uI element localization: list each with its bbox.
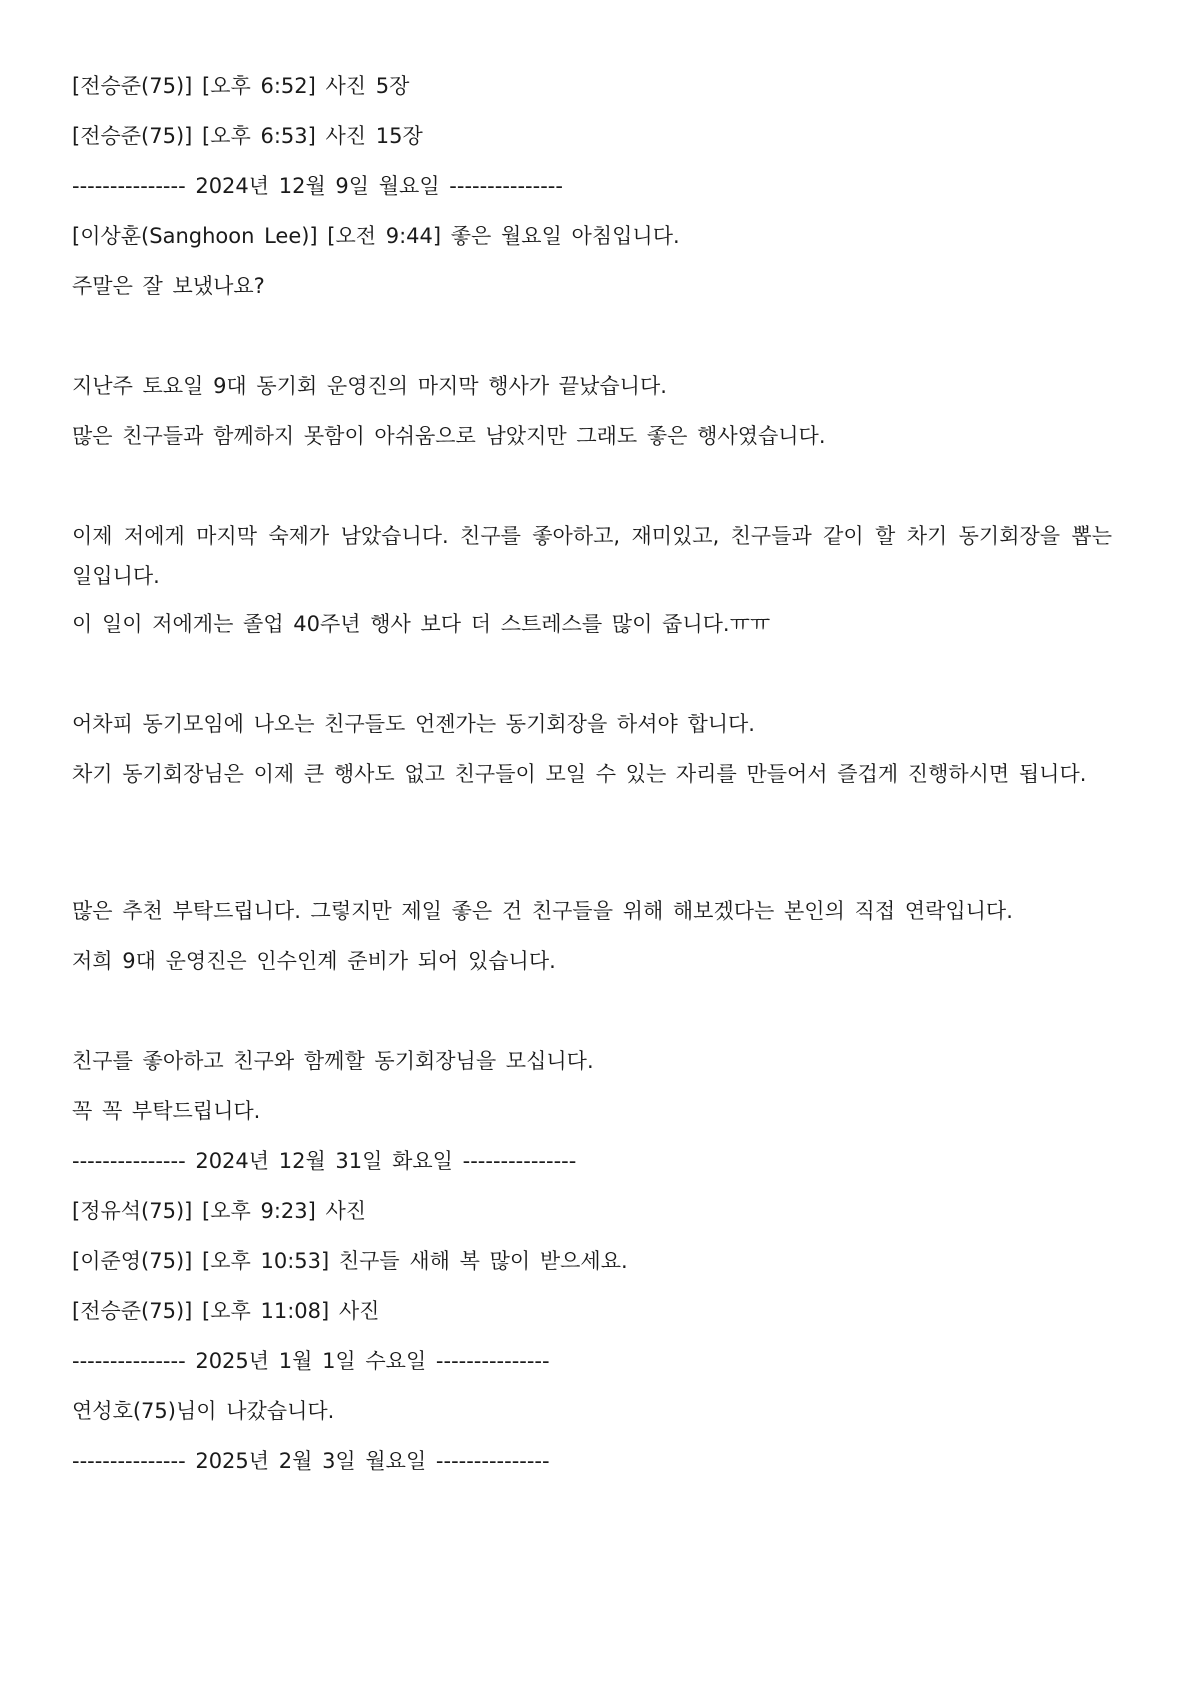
date-separator: --------------- 2025년 1월 1일 수요일 ---------------	[72, 1349, 550, 1373]
chat-message: [이상훈(Sanghoon Lee)] [오전 9:44] 좋은 월요일 아침입니다.	[72, 224, 680, 248]
chat-message-text: 지난주 토요일 9대 동기회 운영진의 마지막 행사가 끝났습니다.	[72, 374, 667, 398]
chat-message-text: 저희 9대 운영진은 인수인계 준비가 되어 있습니다.	[72, 949, 556, 973]
date-separator: --------------- 2024년 12월 9일 월요일 ---------------	[72, 174, 563, 198]
chat-message-text: 많은 추천 부탁드립니다. 그렇지만 제일 좋은 건 친구들을 위해 해보겠다는 본인의 직접 연락입니다.	[72, 899, 1013, 923]
chat-message-text: 친구를 좋아하고 친구와 함께할 동기회장님을 모십니다.	[72, 1049, 594, 1073]
chat-message-text: 이제 저에게 마지막 숙제가 남았습니다. 친구를 좋아하고, 재미있고, 친구들과 같이 할 차기 동기회장을 뽑는 일입니다.	[72, 524, 1112, 588]
chat-message: [전승준(75)] [오후 11:08] 사진	[72, 1299, 380, 1323]
chat-message-text: 차기 동기회장님은 이제 큰 행사도 없고 친구들이 모일 수 있는 자리를 만들어서 즐겁게 진행하시면 됩니다.	[72, 762, 1087, 786]
chat-message-text: 주말은 잘 보냈나요?	[72, 274, 265, 298]
date-separator: --------------- 2025년 2월 3일 월요일 ---------------	[72, 1449, 550, 1473]
chat-message-text: 어차피 동기모임에 나오는 친구들도 언젠가는 동기회장을 하셔야 합니다.	[72, 712, 755, 736]
chat-message: [전승준(75)] [오후 6:52] 사진 5장	[72, 74, 410, 98]
chat-message-text: 이 일이 저에게는 졸업 40주년 행사 보다 더 스트레스를 많이 줍니다.ㅠㅠ	[72, 612, 771, 636]
chat-message-text: 많은 친구들과 함께하지 못함이 아쉬움으로 남았지만 그래도 좋은 행사였습니다.	[72, 424, 826, 448]
date-separator: --------------- 2024년 12월 31일 화요일 ---------------	[72, 1149, 577, 1173]
system-message: 연성호(75)님이 나갔습니다.	[72, 1399, 335, 1423]
chat-message: [정유석(75)] [오후 9:23] 사진	[72, 1199, 367, 1223]
chat-message: [전승준(75)] [오후 6:53] 사진 15장	[72, 124, 423, 148]
chat-message-text: 꼭 꼭 부탁드립니다.	[72, 1099, 261, 1123]
chat-message: [이준영(75)] [오후 10:53] 친구들 새해 복 많이 받으세요.	[72, 1249, 628, 1273]
